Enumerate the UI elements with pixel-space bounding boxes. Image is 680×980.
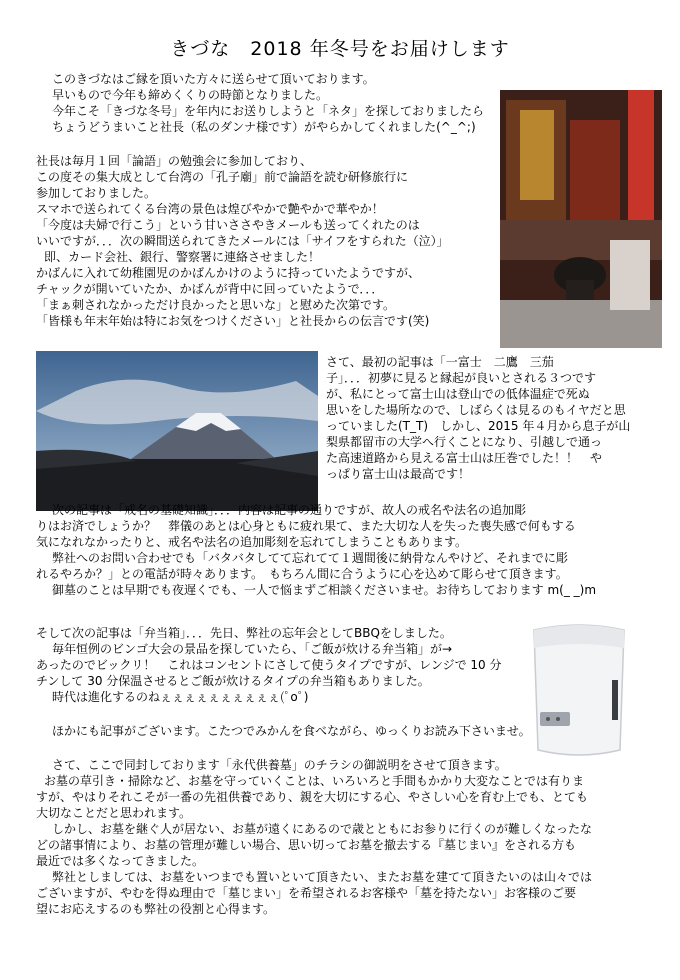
text-line: そして次の記事は「弁当箱」．．．先日、弊社の忘年会としてBBQをしました。 — [36, 626, 452, 640]
text-line: 梨県都留市の大学へ行くことになり、引越しで通っ — [326, 435, 603, 449]
rice-cooker-lunchbox-photo — [520, 620, 638, 760]
text-line: どの諸事情により、お墓の管理が難しい場合、思い切ってお墓を撤去する『墓じまい』をされる方も — [36, 838, 577, 852]
text-line: た高速道路から見える富士山は圧巻でした！！ や — [326, 451, 603, 465]
temple-photo — [500, 90, 662, 348]
text-line: さて、最初の記事は「一富士 二鷹 三茄 — [326, 355, 554, 369]
text-line: れるやろか？」との電話が時々あります。 もちろん間に合うように心を込めて彫らせて頂きます。 — [36, 567, 568, 581]
text-line: 参加しておりました。 — [36, 186, 157, 200]
text-line: 最近では多くなってきました。 — [36, 854, 205, 868]
text-line: いいですが．．．次の瞬間送られてきたメールには「サイフをすられた（泣）」 — [36, 234, 449, 248]
text-line: 毎年恒例のビンゴ大会の景品を探していたら、「ご飯が炊ける弁当箱」が→ — [52, 642, 453, 656]
text-line: 大切なことだと思われます。 — [36, 806, 192, 820]
rice-cooker-illustration — [520, 620, 638, 760]
text-line: 「まぁ刺されなかっただけ良かったと思いな」と慰めた次第です。 — [36, 298, 396, 312]
text-line: 次の記事は「戒名の基礎知識」．．．内容は記事の通りですが、故人の戒名や法名の追加彫 — [52, 503, 527, 517]
text-line: しかし、お墓を継ぐ人が居ない、お墓が遠くにあるので歳とともにお参りに行くのが難しくなったな — [52, 822, 593, 836]
text-line: 今年こそ「きづな冬号」を年内にお送りしようと「ネタ」を探しておりましたら — [52, 104, 485, 118]
text-line: この度その集大成として台湾の「孔子廟」前で論語を読む研修旅行に — [36, 170, 409, 184]
text-line: 弊社へのお問い合わせでも「バタバタしてて忘れてて１週間後に納骨なんやけど、それまでに彫 — [52, 551, 568, 565]
temple-illustration — [500, 90, 662, 348]
text-line: すが、やはりそれこそが一番の先祖供養であり、親を大切にする心、やさしい心を育む上でも、とても — [36, 790, 589, 804]
text-line: 弊社としましては、お墓をいつまでも置いといて頂きたい、またお墓を建てて頂きたいのは山々では — [52, 870, 593, 884]
text-line: チンして 30 分保温させるとご飯が炊けるタイプの弁当箱もありました。 — [36, 674, 430, 688]
newsletter-title: きづな 2018 年冬号をお届けします — [170, 38, 510, 60]
text-line: チャックが開いていたか、かばんが背中に回っていたようで．．． — [36, 282, 384, 296]
text-line: 御墓のことは早期でも夜遅くでも、一人で悩まずご相談くださいませ。お待ちしております m(_ _)m — [52, 583, 597, 597]
text-line: 即、カード会社、銀行、警察署に連絡させました！ — [44, 250, 321, 264]
text-line: っていました(T_T) しかし、2015 年４月から息子が山 — [326, 419, 631, 433]
mount-fuji-photo — [36, 351, 318, 511]
text-line: スマホで送られてくる台湾の景色は煌びやかで艶やかで華やか！ — [36, 202, 384, 216]
text-line: ございますが、やむを得ぬ理由で「墓じまい」を希望されるお客様や「墓を持たない」お客様のご要 — [36, 886, 577, 900]
text-line: ほかにも記事がございます。こたつでみかんを食べながら、ゆっくりお読み下さいませ。 — [52, 724, 531, 738]
text-line: 時代は進化するのねぇぇぇぇぇぇぇぇぇぇ(ﾟoﾟ) — [52, 690, 309, 704]
text-line: このきづなはご縁を頂いた方々に送らせて頂いております。 — [52, 72, 375, 86]
fuji-illustration — [36, 351, 318, 511]
text-line: りはお済でしょうか？ 葬儀のあとは心身ともに疲れ果て、また大切な人を失った喪失感で何もする — [36, 519, 576, 533]
text-line: お墓の草引き・掃除など、お墓を守っていくことは、いろいろと手間もかかり大変なことでは有りま — [44, 774, 585, 788]
text-line: が、私にとって富士山は登山での低体温症で死ぬ — [326, 387, 590, 401]
text-line: さて、ここで同封しております「永代供養墓」のチラシの御説明をさせて頂きます。 — [52, 758, 507, 772]
text-line: ちょうどうまいこと社長（私のダンナ様です）がやらかしてくれました(^_^;) — [52, 120, 476, 134]
text-line: 子」．．．初夢に見ると縁起が良いとされる３つです — [326, 371, 597, 385]
text-line: 早いもので今年も締めくくりの時節となりました。 — [52, 88, 329, 102]
text-line: 「今度は夫婦で行こう」という甘いささやきメールも送ってくれたのは — [36, 218, 420, 232]
text-line: 望にお応えするのも弊社の役割と心得ます。 — [36, 902, 276, 916]
text-line: っぱり富士山は最高です！ — [326, 467, 471, 481]
text-line: 思いをした場所なので、しばらくは見るのもイヤだと思 — [326, 403, 626, 417]
text-line: あったのでビックリ！ これはコンセントにさして使うタイプですが、レンジで 10 分 — [36, 658, 502, 672]
text-line: 「皆様も年末年始は特にお気をつけください」と社長からの伝言です(笑) — [36, 314, 430, 328]
text-line: かばんに入れて幼稚園児のかばんかけのように持っていたようですが、 — [36, 266, 421, 280]
text-line: 気になれなかったりと、戒名や法名の追加彫刻を忘れてしまうこともあります。 — [36, 535, 468, 549]
text-line: 社長は毎月１回「論語」の勉強会に参加しており、 — [36, 154, 313, 168]
